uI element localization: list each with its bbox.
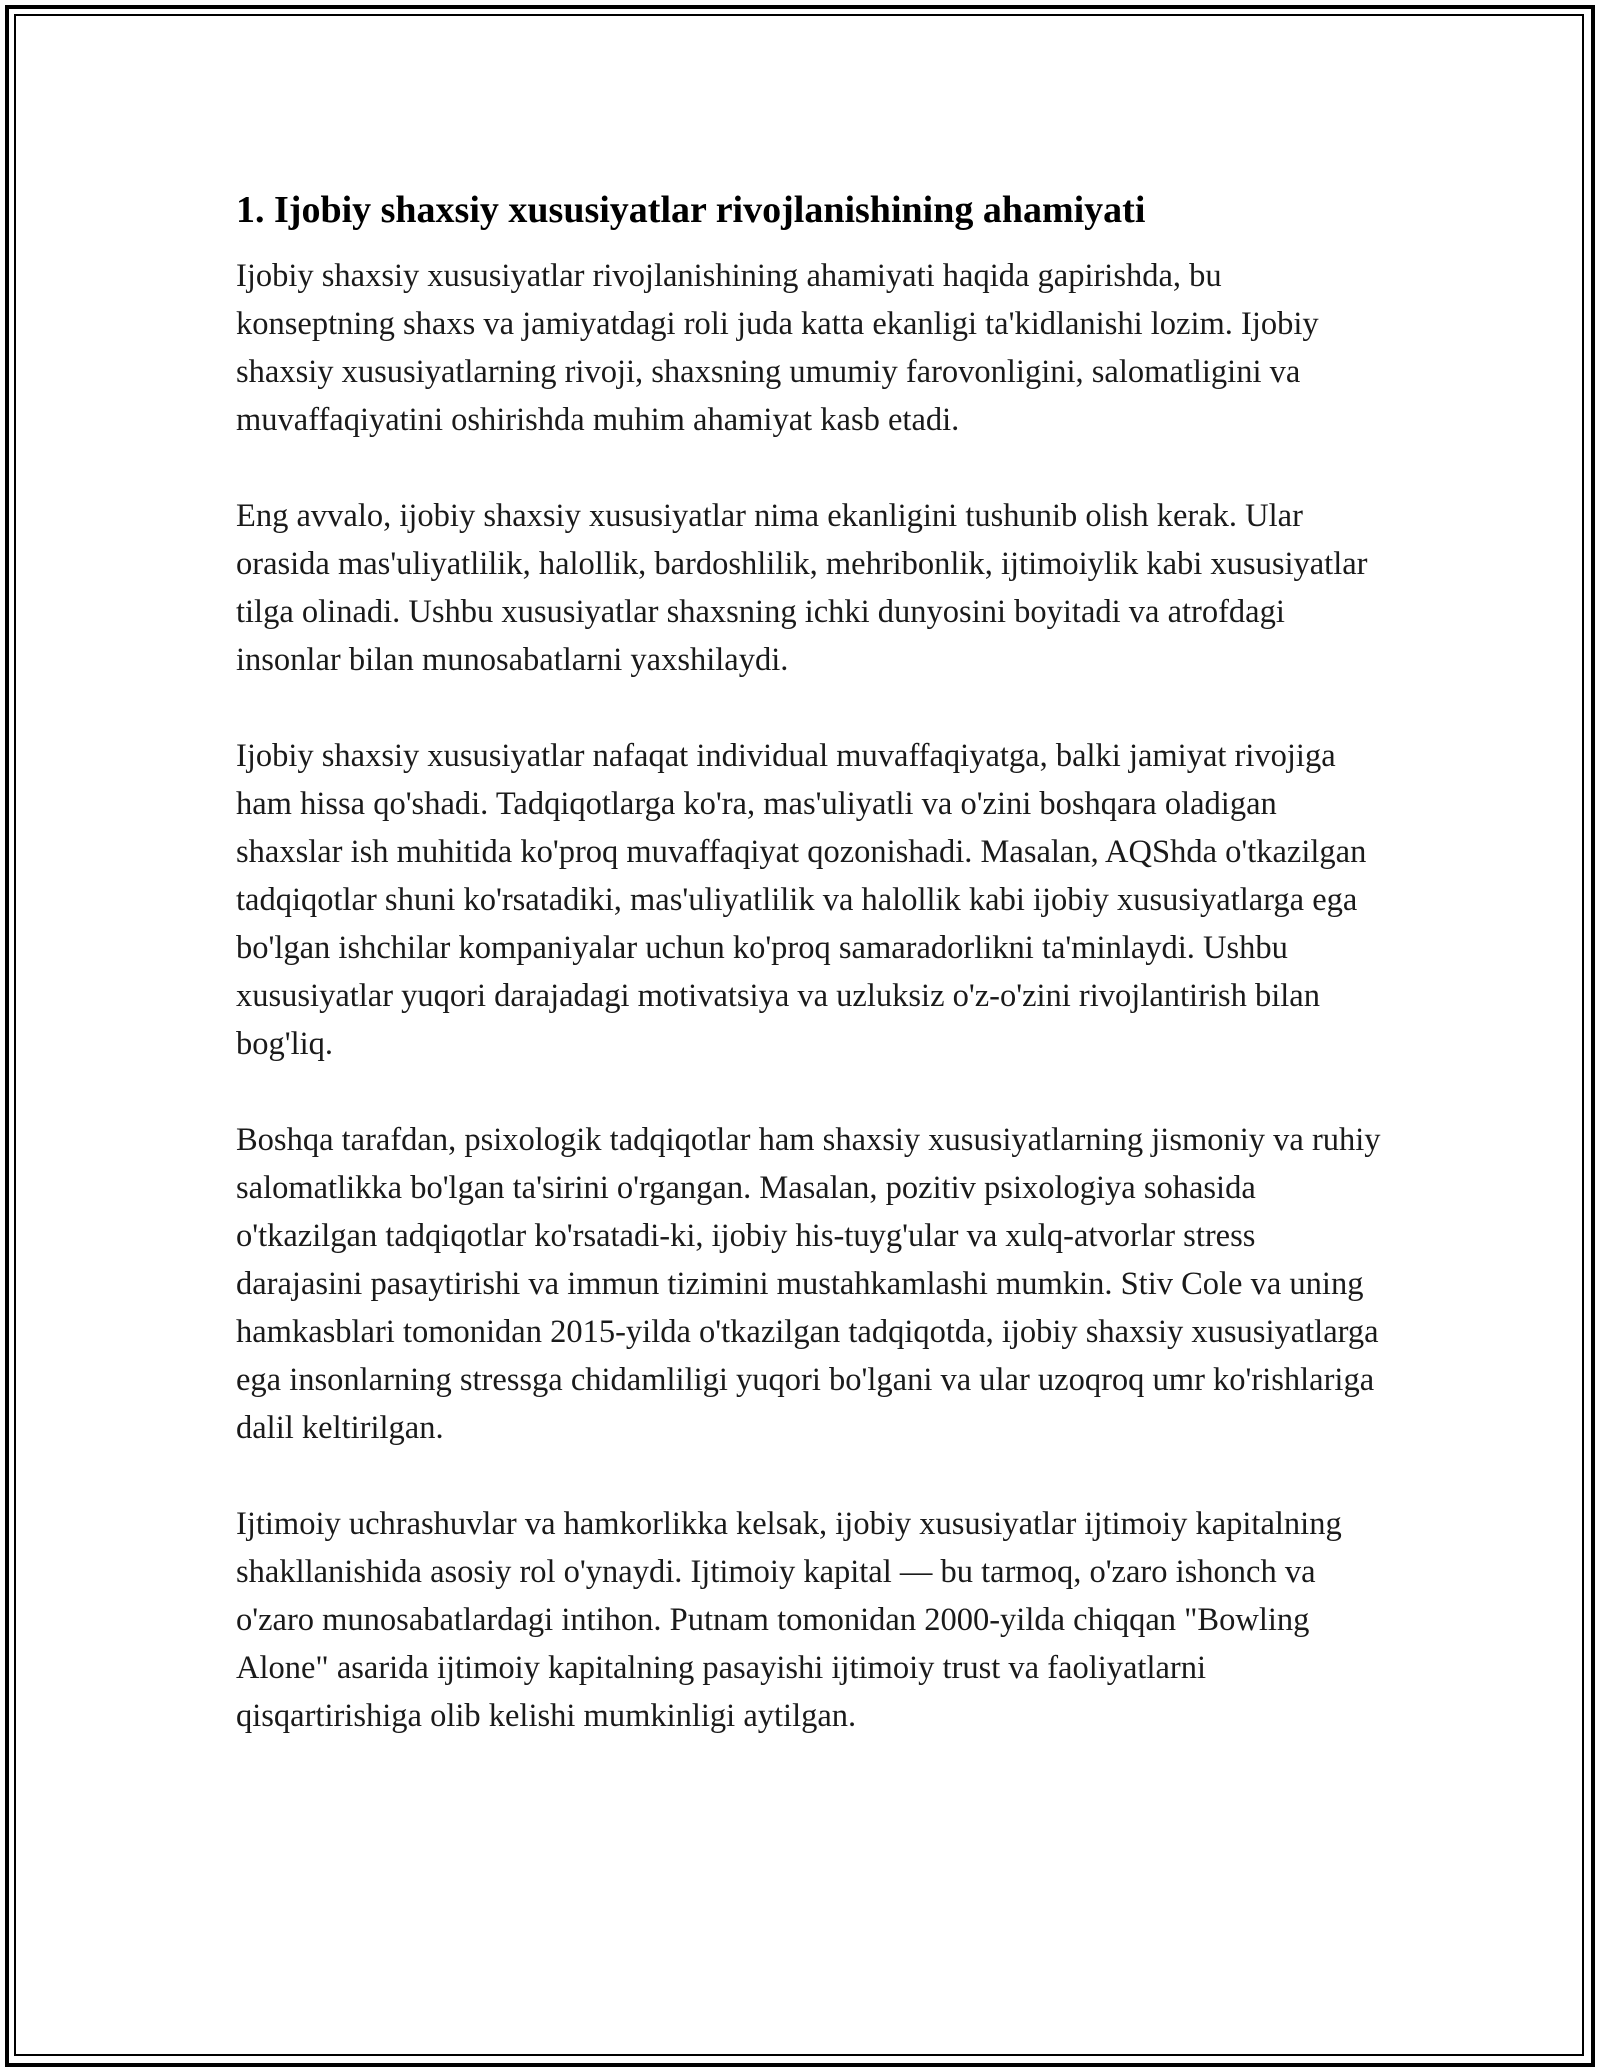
section-heading: 1. Ijobiy shaxsiy xususiyatlar rivojlanishining ahamiyati (236, 189, 1146, 231)
paragraph-5: Ijtimoiy uchrashuvlar va hamkorlikka kelsak, ijobiy xususiyatlar ijtimoiy kapitalning shakllanishida asosiy rol o'ynaydi. Ijtimoiy kapital — bu tarmoq, o'zaro ishonch va o'zaro munosabatlardagi intihon. Putnam tomonidan 2000-yilda chiqqan "Bowling Alone" asarida ijtimoiy kapitalning pasayishi ijtimoiy trust va faoliyatlarni qisqartirishiga olib kelishi mumkinligi aytilgan. (236, 1506, 1342, 1734)
paragraph-3: Ijobiy shaxsiy xususiyatlar nafaqat individual muvaffaqiyatga, balki jamiyat rivojiga ham hissa qo'shadi. Tadqiqotlarga ko'ra, mas'uliyatli va o'zini boshqara oladigan shaxslar ish muhitida ko'proq muvaffaqiyat qozonishadi. Masalan, AQShda o'tkazilgan tadqiqotlar shuni ko'rsatadiki, mas'uliyatlilik va halollik kabi ijobiy xususiyatlarga ega bo'lgan ishchilar kompaniyalar uchun ko'proq samaradorlikni ta'minlaydi. Ushbu xususiyatlar yuqori darajadagi motivatsiya va uzluksiz o'z-o'zini rivojlantirish bilan bog'liq. (236, 738, 1367, 1062)
paragraph-4: Boshqa tarafdan, psixologik tadqiqotlar ham shaxsiy xususiyatlarning jismoniy va ruhiy salomatlikka bo'lgan ta'sirini o'rgangan. Masalan, pozitiv psixologiya sohasida o'tkazilgan tadqiqotlar ko'rsatadi-ki, ijobiy his-tuyg'ular va xulq-atvorlar stress darajasini pasaytirishi va immun tizimini mustahkamlashi mumkin. Stiv Cole va uning hamkasblari tomonidan 2015-yilda o'tkazilgan tadqiqotda, ijobiy shaxsiy xususiyatlarga ega insonlarning stressga chidamliligi yuqori bo'lgani va ular uzoqroq umr ko'rishlariga dalil keltirilgan. (236, 1122, 1381, 1446)
document-body (236, 186, 1386, 1788)
paragraph-1: Ijobiy shaxsiy xususiyatlar rivojlanishining ahamiyati haqida gapirishda, bu konseptning shaxs va jamiyatdagi roli juda katta ekanligi ta'kidlanishi lozim. Ijobiy shaxsiy xususiyatlarning rivoji, shaxsning umumiy farovonligini, salomatligini va muvaffaqiyatini oshirishda muhim ahamiyat kasb etadi. (236, 258, 1319, 438)
paragraph-2: Eng avvalo, ijobiy shaxsiy xususiyatlar nima ekanligini tushunib olish kerak. Ular orasida mas'uliyatlilik, halollik, bardoshlilik, mehribonlik, ijtimoiylik kabi xususiyatlar tilga olinadi. Ushbu xususiyatlar shaxsning ichki dunyosini boyitadi va atrofdagi insonlar bilan munosabatlarni yaxshilaydi. (236, 498, 1368, 678)
